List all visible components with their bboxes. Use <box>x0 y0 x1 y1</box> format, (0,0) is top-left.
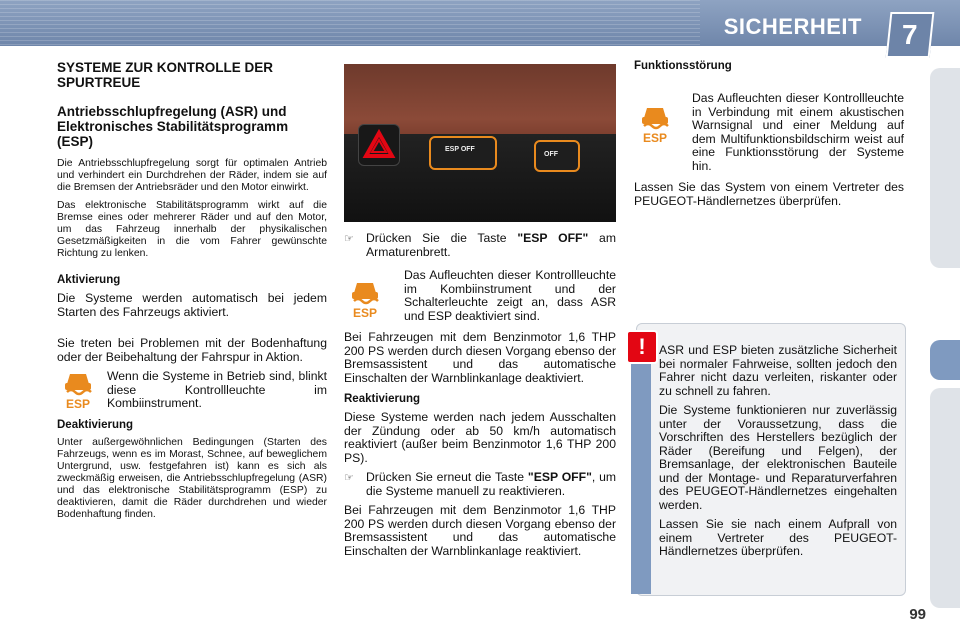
bullet-press-esp <box>344 232 616 267</box>
intro-asr: Die Antriebsschlupfregelung sorgt für optimalen Antrieb und verhindert ein Durchdrehen der Räder, indem sie auf die Bremsen der Antriebsräder und den Motor einwirkt. <box>57 158 327 193</box>
off-label: OFF <box>544 151 558 158</box>
esp-warning-icon <box>344 279 386 319</box>
bullet2-post: , um die Systeme manuell zu reaktivieren. <box>366 470 617 498</box>
bullet-press-esp-again <box>344 471 616 504</box>
activation-title: Aktivierung <box>57 274 121 286</box>
esp-warning-icon <box>57 370 99 410</box>
header-stripes <box>0 0 700 46</box>
fault-icon-row <box>634 78 904 173</box>
esp-off-button <box>429 136 497 170</box>
dashboard-photo <box>344 64 616 222</box>
hand-pointer-icon: ☞ <box>344 233 354 245</box>
deactivation-text: Unter außergewöhnlichen Bedingungen (Starten des Fahrzeugs, wenn es im Morast, Schnee, auf beweglichem Untergrund, usw. festgefahren ist) kann es sich als zweckmäßig erweisen, die Antriebsschlupfregelung (ASR) und das elektronische Stabilitätsprogramm (ESP) zu deaktivieren, damit die Räder durchdrehen und wieder Bodenhaftung finden. <box>57 436 327 520</box>
chapter-number: 7 <box>902 19 918 50</box>
fault-title: Funktionsstörung <box>634 60 732 72</box>
deactivation-title: Deaktivierung <box>57 418 134 431</box>
sub-title: Antriebsschlupfregelung (ASR) und Elektronisches Stabilitätsprogramm (ESP) <box>57 104 289 149</box>
reactivation-text: Diese Systeme werden nach jedem Ausschalten der Zündung oder ab 50 km/h automatisch reaktiviert (außer beim Benzinmotor 1,6 THP 200 PS). <box>344 410 616 465</box>
bullet2-key: "ESP OFF" <box>527 470 592 484</box>
fault-icon-text: Das Aufleuchten dieser Kontrollleuchte in Verbindung mit einem akustischen Warnsignal und einer Meldung auf dem Multifunktionsbildschirm weist auf eine Funktionsstörung der Systeme hin. <box>692 91 904 173</box>
fault-text: Lassen Sie das System von einem Vertreter des PEUGEOT-Händlernetzes überprüfen. <box>634 180 904 208</box>
esp-off-label: ESP OFF <box>445 146 475 153</box>
side-tab-upper[interactable] <box>930 68 960 268</box>
hazard-button <box>358 124 400 166</box>
deactivated-icon-row <box>344 269 616 323</box>
bullet1-key: "ESP OFF" <box>517 231 589 245</box>
bullet1-pre: Drücken Sie die Taste <box>366 231 518 245</box>
bullet2-pre: Drücken Sie erneut die Taste <box>366 470 528 484</box>
esp-icon-label: ESP <box>642 131 668 144</box>
page-number: 99 <box>909 606 926 623</box>
warning-p3: Lassen Sie sie nach einem Aufprall von einem Vertreter des PEUGEOT-Händlernetzes überprüfen. <box>659 517 897 558</box>
column-right <box>634 60 904 214</box>
warning-strip <box>631 338 651 594</box>
activation-text: Die Systeme werden automatisch bei jedem Starten des Fahrzeugs aktiviert. <box>57 291 327 319</box>
hand-pointer-icon: ☞ <box>344 472 354 484</box>
activation-icon-text: Wenn die Systeme in Betrieb sind, blinkt diese Kontrollleuchte im Kombiinstrument. <box>107 369 327 410</box>
exclamation-icon: ! <box>626 330 658 364</box>
bullet1-post: am Armaturenbrett. <box>366 231 616 259</box>
column-left <box>57 60 327 527</box>
petrol-reactivation-text: Bei Fahrzeugen mit dem Benzinmotor 1,6 THP 200 PS werden durch diesen Vorgang ebenso der Bremsassistent und das automatische Einschalten der Warnblinkanlage reaktiviert. <box>344 503 616 558</box>
off-button <box>534 140 580 172</box>
petrol-deactivation-text: Bei Fahrzeugen mit dem Benzinmotor 1,6 THP 200 PS werden durch diesen Vorgang ebenso der Bremsassistent und das automatische Einschalten der Warnblinkanlage deaktiviert. <box>344 330 616 385</box>
chapter-badge <box>886 12 935 58</box>
side-tab-active[interactable] <box>930 340 960 380</box>
esp-warning-icon <box>634 104 676 144</box>
column-middle <box>344 64 616 564</box>
intro-esp: Das elektronische Stabilitätsprogramm wirkt auf die Bremse eines oder mehrerer Räder und auf den Motor, um das Fahrzeug innerhalb der physikalischen Gesetzmäßigkeiten in die vom Fahrer gewünschte Richtung zu lenken. <box>57 200 327 259</box>
hazard-triangle-icon <box>359 125 399 165</box>
deactivated-icon-text: Das Aufleuchten dieser Kontrollleuchte im Kombiinstrument und der Schalterleuchte zeigt an, dass ASR und ESP deaktiviert sind. <box>404 268 616 323</box>
activation-text-2: Sie treten bei Problemen mit der Bodenhaftung oder der Beibehaltung der Fahrspur in Aktion. <box>57 336 327 364</box>
esp-icon-label: ESP <box>65 397 91 410</box>
warning-p2: Die Systeme funktionieren nur zuverlässig unter der Voraussetzung, dass die Vorschriften des Herstellers bezüglich der Räder (Bereifung und Felgen), der Bremsanlage, der elektronischen Bauteile und der Montage- und Reparaturverfahren des PEUGEOT-Händlernetzes eingehalten werden. <box>659 403 897 512</box>
side-tab-lower[interactable] <box>930 388 960 608</box>
warning-text <box>659 344 897 565</box>
section-title: SYSTEME ZUR KONTROLLE DER SPURTREUE <box>57 60 274 90</box>
esp-icon-label: ESP <box>352 306 378 319</box>
chapter-title: SICHERHEIT <box>723 14 862 39</box>
activation-icon-row <box>57 370 327 411</box>
reactivation-title: Reaktivierung <box>344 393 421 405</box>
warning-p1: ASR und ESP bieten zusätzliche Sicherheit bei normaler Fahrweise, sollten jedoch den Fahrer nicht dazu verleiten, riskanter oder zu schnell zu fahren. <box>659 343 897 398</box>
